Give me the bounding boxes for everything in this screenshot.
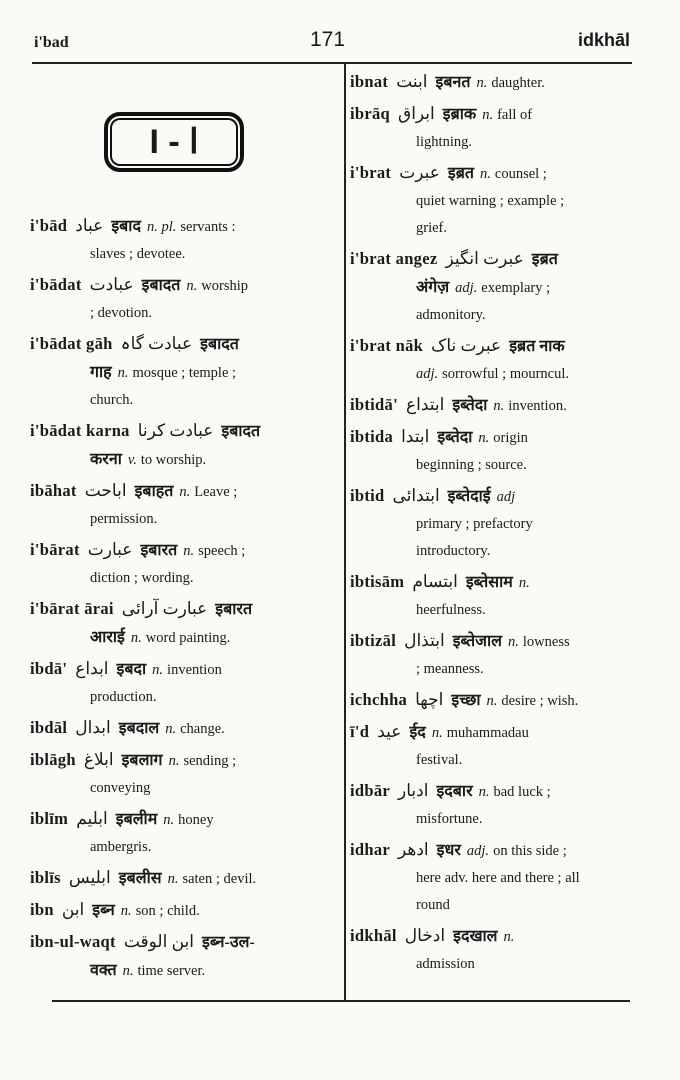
dictionary-entry <box>30 864 332 893</box>
urdu-script: ادخال <box>404 926 446 945</box>
urdu-script: ادھر <box>398 840 429 859</box>
devanagari-script: इबलाग <box>121 752 163 769</box>
definition: church. <box>90 392 134 408</box>
entry-continuation <box>30 387 332 414</box>
dictionary-entry <box>350 332 642 388</box>
definition: lowness <box>522 634 570 650</box>
headword: ibrāq <box>350 104 391 123</box>
page-header <box>30 28 630 58</box>
headword: idbār <box>350 781 391 800</box>
urdu-script: ابتداع <box>405 395 445 414</box>
entry-continuation <box>350 538 642 565</box>
headword: i'bādat karna <box>30 421 130 440</box>
definition: honey <box>178 812 214 828</box>
devanagari-script: इबादत <box>200 336 239 353</box>
section-letter: I - ا <box>149 123 199 161</box>
devanagari-script: इबदा <box>116 661 147 678</box>
devanagari-script: इच्छा <box>451 692 481 709</box>
headword: i'bādat gāh <box>30 334 113 353</box>
definition: lightning. <box>416 134 472 150</box>
entry-continuation <box>30 359 332 387</box>
bottom-rule <box>52 1000 630 1002</box>
urdu-script: عبرت ناک <box>431 336 502 355</box>
definition: introductory. <box>416 543 491 559</box>
definition: round <box>416 897 450 913</box>
definition: invention <box>167 662 222 678</box>
definition: ; meanness. <box>416 661 484 677</box>
dictionary-entry <box>30 330 332 414</box>
devanagari-script: इब्रत नाक <box>509 338 565 355</box>
devanagari-script: इबादत <box>221 423 261 440</box>
devanagari-script: इबाद <box>111 218 141 235</box>
definition: heerfulness. <box>416 602 486 618</box>
dictionary-entry <box>350 777 642 833</box>
definition: Leave ; <box>194 484 238 500</box>
entry-continuation <box>350 511 642 538</box>
headword: idkhāl <box>350 926 397 945</box>
devanagari-script: इबारत <box>140 542 178 559</box>
section-letter-box <box>104 112 244 172</box>
dictionary-entry <box>350 100 642 156</box>
dictionary-entry <box>350 836 642 919</box>
part-of-speech: n. <box>179 484 191 500</box>
part-of-speech: n. <box>183 543 195 559</box>
definition: ; devotion. <box>90 305 153 321</box>
left-entry-list <box>30 212 332 985</box>
top-rule <box>32 62 632 64</box>
right-entry-list <box>350 68 642 978</box>
headword: i'brat <box>350 163 392 182</box>
entry-continuation <box>350 188 642 215</box>
dictionary-entry <box>350 391 642 420</box>
definition: admission <box>416 956 475 972</box>
devanagari-script: इबदाल <box>118 720 160 737</box>
header-guide-word-right: idkhāl <box>577 30 630 50</box>
part-of-speech: adj. <box>455 280 478 296</box>
definition: primary ; prefactory <box>416 516 533 532</box>
urdu-script: ابدال <box>75 718 111 737</box>
definition: fall of <box>497 107 533 123</box>
urdu-script: ابتذال <box>404 631 445 650</box>
urdu-script: ابتدائی <box>392 486 440 505</box>
entry-continuation <box>30 775 332 802</box>
part-of-speech: n. <box>167 871 179 887</box>
devanagari-script: इब्रत <box>531 251 558 268</box>
dictionary-entry <box>30 477 332 533</box>
definition: origin <box>493 430 528 446</box>
urdu-script: عبرت <box>399 163 440 182</box>
part-of-speech: n. <box>482 107 494 123</box>
definition: time server. <box>137 963 206 979</box>
entry-continuation <box>30 446 332 474</box>
part-of-speech: v. <box>127 452 137 468</box>
urdu-script: عبارت <box>87 540 133 559</box>
part-of-speech: n. <box>518 575 530 591</box>
definition: ambergris. <box>90 839 152 855</box>
definition: on this side ; <box>493 843 567 859</box>
devanagari-script: इब्तेजाल <box>452 633 503 650</box>
entry-continuation <box>350 865 642 892</box>
headword: i'bādat <box>30 275 82 294</box>
definition: servants : <box>180 219 236 235</box>
urdu-script: عبرت انگیز <box>445 249 524 268</box>
part-of-speech: n. <box>431 725 443 741</box>
entry-continuation <box>350 806 642 833</box>
urdu-script: ابن <box>61 900 85 919</box>
urdu-script: ابلاغ <box>83 750 114 769</box>
headword: iblīs <box>30 868 61 887</box>
entry-continuation <box>350 302 642 329</box>
definition: change. <box>180 721 225 737</box>
devanagari-script: इब्रत <box>447 165 475 182</box>
devanagari-script: इधर <box>436 842 461 859</box>
entry-continuation <box>350 452 642 479</box>
dictionary-entry <box>350 245 642 329</box>
definition: production. <box>90 689 157 705</box>
part-of-speech: n. <box>480 166 491 182</box>
urdu-script: عبادت <box>89 275 134 294</box>
page-number: 171 <box>310 28 346 51</box>
definition: muhammadau <box>446 725 529 741</box>
part-of-speech: n. <box>486 693 498 709</box>
urdu-script: ابلیس <box>68 868 111 887</box>
dictionary-entry <box>30 212 332 268</box>
entry-continuation <box>350 747 642 774</box>
definition: exemplary ; <box>481 280 551 296</box>
headword: ibtisām <box>350 572 405 591</box>
part-of-speech: n. pl. <box>146 219 177 235</box>
entry-continuation <box>30 684 332 711</box>
headword: idhar <box>350 840 391 859</box>
urdu-script: عبادت گاہ <box>120 334 193 353</box>
dictionary-entry <box>30 655 332 711</box>
part-of-speech: n. <box>120 903 132 919</box>
dictionary-entry <box>350 423 642 479</box>
dictionary-entry <box>30 714 332 743</box>
devanagari-script: करना <box>90 451 122 468</box>
devanagari-script: इबलीस <box>118 870 162 887</box>
entry-continuation <box>30 624 332 652</box>
definition: sorrowful ; mourncul. <box>442 366 570 382</box>
headword: ichchha <box>350 690 408 709</box>
entry-continuation <box>350 215 642 242</box>
entry-continuation <box>30 241 332 268</box>
dictionary-entry <box>30 805 332 861</box>
devanagari-script: वक्त <box>90 962 117 979</box>
headword: ibnat <box>350 72 389 91</box>
entry-continuation <box>30 300 332 327</box>
definition: slaves ; devotee. <box>90 246 186 262</box>
part-of-speech: n. <box>117 365 129 381</box>
definition: here adv. here and there ; all <box>416 870 580 886</box>
dictionary-entry <box>350 568 642 624</box>
devanagari-script: इब्राक <box>442 106 477 123</box>
part-of-speech: n. <box>478 430 490 446</box>
urdu-script: اباحت <box>84 481 127 500</box>
part-of-speech: n. <box>476 75 488 91</box>
devanagari-script: गाह <box>90 364 112 381</box>
dictionary-entry <box>30 417 332 474</box>
headword: i'bārat ārai <box>30 599 114 618</box>
definition: worship <box>201 278 249 294</box>
devanagari-script: इब्तेदा <box>437 429 473 446</box>
headword: iblāgh <box>30 750 76 769</box>
headword: i'bād <box>30 216 68 235</box>
part-of-speech: n. <box>186 278 198 294</box>
headword: ibn <box>30 900 54 919</box>
entry-continuation <box>30 834 332 861</box>
devanagari-script: आराई <box>90 629 125 646</box>
dictionary-entry <box>350 159 642 242</box>
headword: ibāhat <box>30 481 77 500</box>
definition: conveying <box>90 780 151 796</box>
headword: i'brat angez <box>350 249 438 268</box>
definition: grief. <box>416 220 447 236</box>
devanagari-script: इब्तेदा <box>452 397 488 414</box>
part-of-speech: adj. <box>466 843 490 859</box>
entry-continuation <box>350 656 642 683</box>
part-of-speech: n. <box>122 963 134 979</box>
definition: invention. <box>508 398 567 414</box>
definition: word painting. <box>145 630 231 646</box>
urdu-script: عباد <box>75 216 104 235</box>
devanagari-script: इब्न <box>92 902 115 919</box>
part-of-speech: n. <box>152 662 164 678</box>
urdu-script: ابداع <box>75 659 109 678</box>
header-guide-word-left: i'bad <box>34 34 69 51</box>
entry-continuation <box>350 597 642 624</box>
headword: ibdā' <box>30 659 68 678</box>
definition: sending ; <box>183 753 237 769</box>
urdu-script: ابتدا <box>401 427 430 446</box>
dictionary-entry <box>350 482 642 565</box>
entry-continuation <box>350 274 642 302</box>
dictionary-entry <box>350 68 642 97</box>
headword: ī'd <box>350 722 370 741</box>
definition: speech ; <box>198 543 246 559</box>
part-of-speech: adj. <box>416 366 439 382</box>
devanagari-script: ईद <box>409 724 426 741</box>
urdu-script: اچھا <box>415 690 444 709</box>
definition: festival. <box>416 752 463 768</box>
part-of-speech: n. <box>508 634 519 650</box>
devanagari-script: इदबार <box>436 783 473 800</box>
definition: desire ; wish. <box>501 693 579 709</box>
urdu-script: ابنت <box>396 72 428 91</box>
definition: to worship. <box>140 452 207 468</box>
part-of-speech: n. <box>130 630 142 646</box>
devanagari-script: इबलीम <box>115 811 158 828</box>
dictionary-entry <box>350 627 642 683</box>
definition: beginning ; source. <box>416 457 527 473</box>
urdu-script: ادبار <box>398 781 429 800</box>
part-of-speech: n. <box>493 398 505 414</box>
part-of-speech: adj <box>496 489 516 505</box>
devanagari-script: इबादत <box>141 277 181 294</box>
dictionary-entry <box>30 896 332 925</box>
definition: mosque ; temple ; <box>132 365 237 381</box>
headword: iblīm <box>30 809 69 828</box>
urdu-script: ابن الوقت <box>123 932 194 951</box>
definition: permission. <box>90 511 158 527</box>
entry-continuation <box>30 506 332 533</box>
headword: i'brat nāk <box>350 336 424 355</box>
urdu-script: عبادت کرنا <box>137 421 214 440</box>
headword: ibn-ul-waqt <box>30 932 116 951</box>
definition: admonitory. <box>416 307 486 323</box>
definition: bad luck ; <box>493 784 551 800</box>
devanagari-script: इबारत <box>215 601 253 618</box>
headword: ibtid <box>350 486 385 505</box>
column-divider <box>344 64 346 1000</box>
definition: daughter. <box>491 75 545 91</box>
definition: counsel ; <box>494 166 547 182</box>
headword: ibtida <box>350 427 394 446</box>
definition: son ; child. <box>135 903 200 919</box>
definition: quiet warning ; example ; <box>416 193 565 209</box>
definition: diction ; wording. <box>90 570 194 586</box>
part-of-speech: n. <box>163 812 175 828</box>
devanagari-script: इब्न-उल- <box>201 934 255 951</box>
devanagari-script: अंगेज़ <box>416 279 450 296</box>
right-column <box>350 68 642 981</box>
dictionary-entry <box>30 595 332 652</box>
headword: ibtidā' <box>350 395 398 414</box>
dictionary-entry <box>30 536 332 592</box>
dictionary-entry <box>30 271 332 327</box>
entry-continuation <box>350 892 642 919</box>
definition: saten ; devil. <box>182 871 257 887</box>
dictionary-entry <box>30 928 332 985</box>
urdu-script: عبارت آرائی <box>121 599 208 618</box>
entry-continuation <box>30 565 332 592</box>
devanagari-script: इब्तेदाई <box>447 488 491 505</box>
urdu-script: عید <box>377 722 402 741</box>
definition: misfortune. <box>416 811 483 827</box>
entry-continuation <box>350 361 642 388</box>
urdu-script: ابلیم <box>76 809 108 828</box>
dictionary-entry <box>350 922 642 978</box>
part-of-speech: n. <box>165 721 177 737</box>
headword: ibtizāl <box>350 631 397 650</box>
urdu-script: ابتسام <box>412 572 458 591</box>
part-of-speech: n. <box>478 784 490 800</box>
dictionary-entry <box>350 686 642 715</box>
left-column <box>30 68 332 988</box>
devanagari-script: इदखाल <box>453 928 498 945</box>
entry-continuation <box>350 129 642 156</box>
devanagari-script: इबनत <box>435 74 471 91</box>
urdu-script: ابراق <box>398 104 435 123</box>
part-of-speech: n. <box>503 929 515 945</box>
dictionary-entry <box>350 718 642 774</box>
dictionary-entry <box>30 746 332 802</box>
devanagari-script: इब्तेसाम <box>465 574 513 591</box>
entry-continuation <box>350 951 642 978</box>
headword: ibdāl <box>30 718 68 737</box>
entry-continuation <box>30 957 332 985</box>
part-of-speech: n. <box>168 753 180 769</box>
devanagari-script: इबाहत <box>134 483 174 500</box>
headword: i'bārat <box>30 540 80 559</box>
